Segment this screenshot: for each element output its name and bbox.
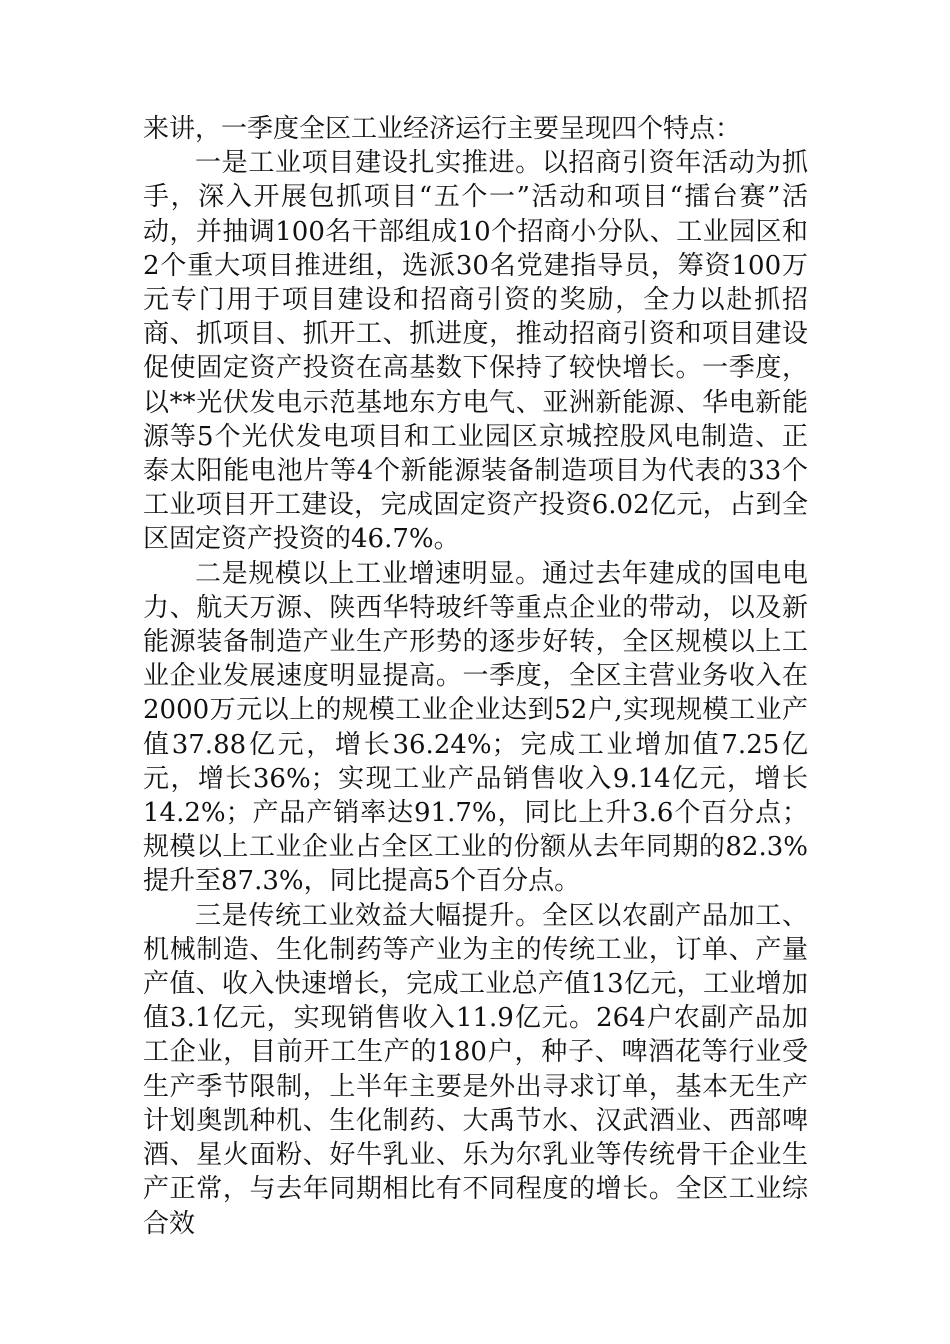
paragraph-intro-continuation: 来讲，一季度全区工业经济运行主要呈现四个特点：	[143, 114, 742, 144]
paragraph-scale-industry-growth: 二是规模以上工业增速明显。通过去年建成的国电电力、航天万源、陕西华特玻纤等重点企业的带动，以及新能源装备制造产业生产形势的逐步好转，全区规模以上工业企业发展速度明显提高。一季度，全区主营业务收入在2000万元以上的规模工业企业达到52户,实现规模工业产值37.88亿元，增长36.24%；完成工业增加值7.25亿元，增长36%；实现工业产品销售收入9.14亿元，增长14.2%；产品产销率达91.7%，同比上升3.6个百分点；规模以上工业企业占全区工业的份额从去年同期的82.3%提升至87.3%，同比提高5个百分点。	[143, 558, 808, 897]
paragraph-project-construction: 一是工业项目建设扎实推进。以招商引资年活动为抓手，深入开展包抓项目“五个一”活动和项目“擂台赛”活动，并抽调100名干部组成10个招商小分队、工业园区和2个重大项目推进组，选派30名党建指导员，筹资100万元专门用于项目建设和招商引资的奖励，全力以赴抓招商、抓项目、抓开工、抓进度，推动招商引资和项目建设促使固定资产投资在高基数下保持了较快增长。一季度，以**光伏发电示范基地东方电气、亚洲新能源、华电新能源等5个光伏发电项目和工业园区京城控股风电制造、正泰太阳能电池片等4个新能源装备制造项目为代表的33个工业项目开工建设，完成固定资产投资6.02亿元，占到全区固定资产投资的46.7%。	[143, 148, 808, 555]
paragraph-traditional-industry: 三是传统工业效益大幅提升。全区以农副产品加工、机械制造、生化制药等产业为主的传统工业，订单、产量产值、收入快速增长，完成工业总产值13亿元，工业增加值3.1亿元，实现销售收入11.9亿元。264户农副产品加工企业，目前开工生产的180户，种子、啤酒花等行业受生产季节限制，上半年主要是外出寻求订单，基本无生产计划奥凯种机、生化制药、大禹节水、汉武酒业、西部啤酒、星火面粉、好牛乳业、乐为尔乳业等传统骨干企业生产正常，与去年同期相比有不同程度的增长。全区工业综合效	[143, 900, 808, 1239]
document-body	[143, 112, 808, 1241]
